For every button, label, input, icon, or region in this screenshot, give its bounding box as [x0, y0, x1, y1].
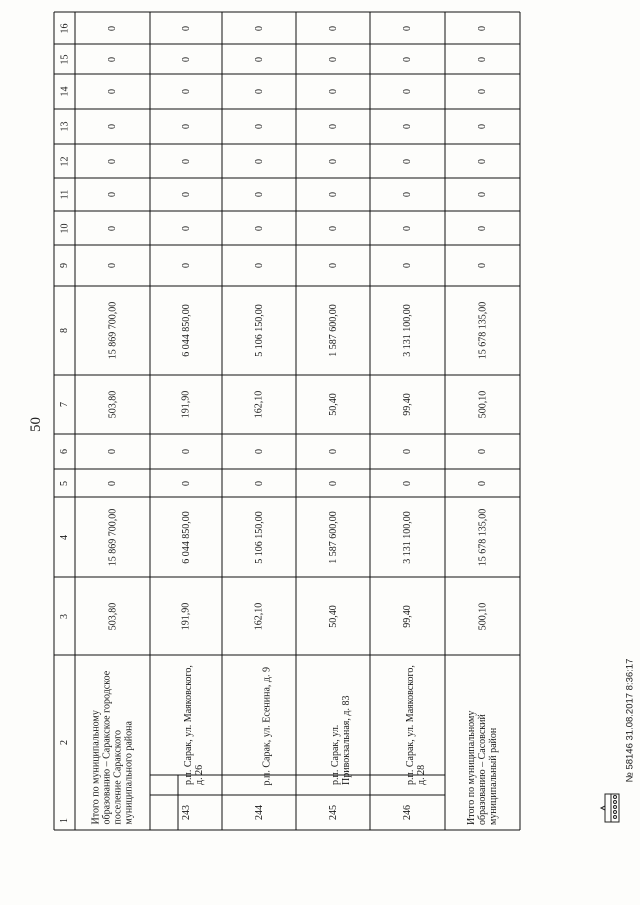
subtotal-label: Итого по муниципальному образованию – Саракское городское поселение Саракского муниципального района [90, 670, 135, 825]
cell-r2-c12: 0 [253, 158, 265, 164]
cell-r2-c10: 0 [253, 225, 265, 231]
cell-r1-c4: 6 044 850,00 [180, 510, 192, 564]
column-number-2: 2 [59, 739, 70, 745]
cell-r5-c8: 15 678 135,00 [476, 301, 488, 360]
cell-r1-c14: 0 [180, 89, 192, 94]
column-number-6: 6 [59, 449, 70, 454]
cell-r3-c6: 0 [327, 449, 339, 454]
cell-r2-c15: 0 [253, 56, 265, 62]
cell-r5-c6: 0 [477, 449, 488, 454]
registration-stamp: № 58146 31.08.2017 8:36:17 [624, 658, 636, 782]
cell-r0-c3: 503,80 [106, 602, 118, 630]
column-number-13: 13 [59, 121, 70, 132]
column-number-1: 1 [59, 817, 70, 823]
cell-r0-c11: 0 [107, 192, 118, 197]
cell-r3-c13: 0 [327, 124, 339, 129]
cell-r4-c4: 3 131 100,00 [401, 510, 413, 564]
column-number-16: 16 [59, 23, 70, 33]
row-address-246: р.п. Сарак, ул. Маяковского, д. 28 [404, 665, 427, 785]
cell-r4-c8: 3 131 100,00 [401, 304, 413, 357]
cell-r4-c14: 0 [402, 89, 413, 94]
cell-r1-c8: 6 044 850,00 [180, 304, 192, 357]
cell-r0-c5: 0 [107, 480, 118, 486]
cell-r5-c7: 500,10 [476, 390, 488, 419]
cell-r5-c4: 15 678 135,00 [476, 508, 488, 566]
row-address-243: р.п. Сарак, ул. Маяковского, д. 26 [183, 665, 205, 785]
cell-r1-c12: 0 [180, 158, 192, 164]
cell-r3-c9: 0 [327, 263, 339, 268]
column-number-12: 12 [59, 156, 70, 166]
column-number-7: 7 [59, 402, 70, 407]
cell-r2-c14: 0 [253, 89, 265, 94]
row-number-244: 244 [253, 804, 265, 820]
cell-r3-c16: 0 [327, 25, 339, 31]
cell-r0-c16: 0 [107, 25, 118, 31]
cell-r0-c7: 503,80 [106, 390, 118, 419]
column-number-3: 3 [59, 613, 70, 619]
cell-r2-c6: 0 [253, 449, 265, 454]
cell-r4-c16: 0 [402, 25, 413, 31]
cell-r4-c15: 0 [402, 56, 413, 62]
cell-r2-c16: 0 [253, 25, 265, 31]
cell-r5-c14: 0 [477, 89, 488, 94]
column-number-5: 5 [59, 480, 70, 486]
row-address-244: р.п. Сарак, ул. Есенина, д. 9 [261, 666, 273, 785]
cell-r3-c5: 0 [327, 480, 339, 486]
cell-r3-c7: 50,40 [327, 393, 339, 416]
cell-r0-c10: 0 [107, 225, 118, 231]
cell-r0-c4: 15 869 700,00 [106, 508, 118, 566]
cell-r4-c7: 99,40 [401, 393, 413, 416]
cell-r2-c3: 162,10 [253, 602, 265, 630]
cell-r2-c8: 5 106 150,00 [253, 304, 265, 357]
cell-r1-c5: 0 [180, 480, 192, 486]
cell-r5-c13: 0 [477, 124, 488, 129]
cell-r0-c6: 0 [107, 449, 118, 454]
cell-r1-c11: 0 [180, 192, 192, 197]
cell-r5-c11: 0 [477, 192, 488, 197]
cell-r5-c3: 500,10 [476, 602, 488, 630]
seal-emblem [593, 788, 633, 828]
row-number-243: 243 [180, 804, 192, 820]
cell-r3-c8: 1 587 600,00 [327, 304, 339, 357]
cell-r1-c7: 191,90 [180, 390, 192, 419]
cell-r1-c9: 0 [180, 263, 192, 268]
total-label: Итого по муниципальному образованию – Сасовский муниципальный район [466, 710, 499, 825]
cell-r5-c5: 0 [477, 480, 488, 486]
cell-r5-c9: 0 [477, 263, 488, 268]
cell-r4-c10: 0 [402, 225, 413, 231]
cell-r2-c11: 0 [253, 192, 265, 197]
column-number-14: 14 [59, 86, 70, 97]
cell-r4-c12: 0 [402, 158, 413, 164]
cell-r4-c6: 0 [402, 449, 413, 454]
column-number-11: 11 [58, 189, 70, 200]
cell-r3-c4: 1 587 600,00 [327, 510, 339, 564]
row-number-245: 245 [327, 804, 339, 820]
cell-r2-c4: 5 106 150,00 [253, 510, 265, 564]
page-number: 50 [27, 416, 44, 432]
cell-r5-c12: 0 [477, 158, 488, 164]
cell-r3-c14: 0 [327, 89, 339, 94]
cell-r0-c13: 0 [107, 124, 118, 129]
cell-r0-c9: 0 [107, 263, 118, 268]
cell-r1-c6: 0 [180, 449, 192, 454]
cell-r3-c11: 0 [327, 192, 339, 197]
cell-r1-c13: 0 [180, 124, 192, 129]
cell-r2-c9: 0 [253, 263, 265, 268]
cell-r0-c8: 15 869 700,00 [106, 301, 118, 360]
cell-r4-c13: 0 [402, 124, 413, 129]
cell-r1-c3: 191,90 [180, 602, 192, 630]
cell-r1-c10: 0 [180, 225, 192, 231]
cell-r2-c7: 162,10 [253, 390, 265, 419]
cell-r1-c15: 0 [180, 56, 192, 62]
cell-r5-c10: 0 [477, 225, 488, 231]
cell-r4-c11: 0 [402, 192, 413, 197]
row-number-246: 246 [402, 804, 413, 820]
cell-r4-c9: 0 [402, 263, 413, 268]
cell-r1-c16: 0 [180, 25, 192, 31]
cell-r3-c12: 0 [327, 158, 339, 164]
cell-r5-c15: 0 [477, 56, 488, 62]
column-number-15: 15 [59, 54, 70, 64]
cell-r3-c10: 0 [327, 225, 339, 231]
cell-r3-c3: 50,40 [327, 604, 339, 628]
cell-r4-c5: 0 [402, 480, 413, 486]
column-number-10: 10 [59, 223, 70, 233]
column-number-9: 9 [59, 263, 70, 268]
cell-r0-c12: 0 [107, 158, 118, 164]
cell-r2-c13: 0 [253, 124, 265, 129]
cell-r2-c5: 0 [253, 480, 265, 486]
column-number-4: 4 [59, 534, 70, 540]
row-address-245: р.п. Сарак, ул. Привокзальная, д. 83 [330, 695, 352, 785]
column-number-8: 8 [59, 328, 70, 333]
cell-r3-c15: 0 [327, 56, 339, 62]
cell-r0-c15: 0 [107, 56, 118, 62]
cell-r5-c16: 0 [477, 25, 488, 31]
cell-r0-c14: 0 [107, 89, 118, 94]
cell-r4-c3: 99,40 [401, 604, 413, 628]
